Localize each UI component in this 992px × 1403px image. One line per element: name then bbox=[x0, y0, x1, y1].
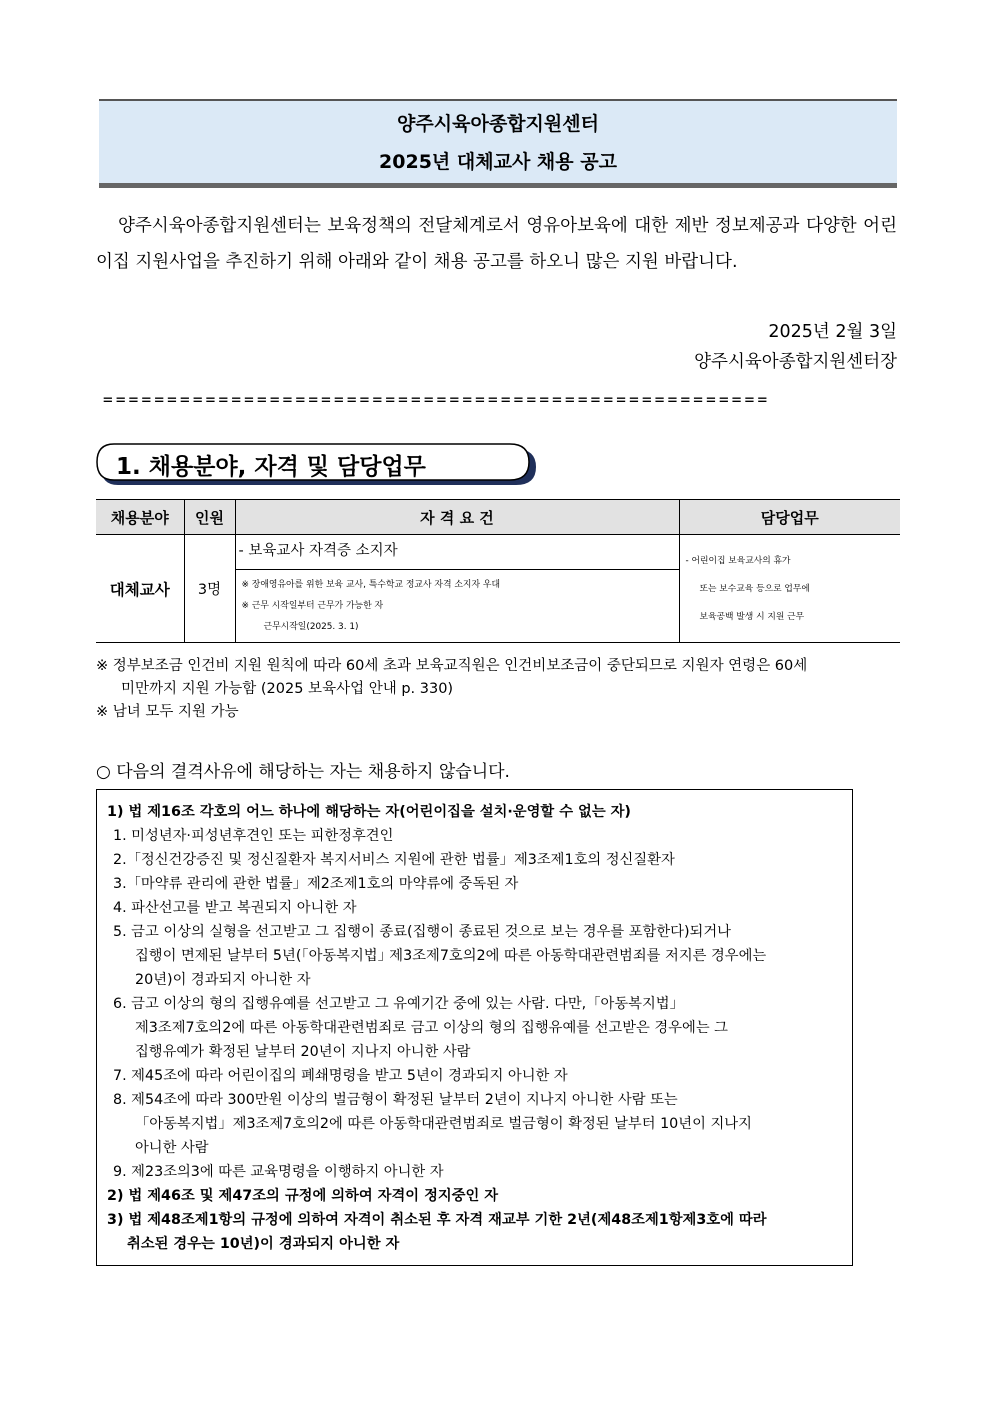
qualification-pref-line: 근무시작일(2025. 3. 1) bbox=[263, 621, 359, 632]
table-header-count: 인원 bbox=[184, 500, 235, 535]
cell-qualification-preferred bbox=[235, 570, 679, 643]
disqualification-line: 「아동복지법」제3조제7호의2에 따른 아동학대관련범죄로 벌금형이 확정된 날부터 10년이 지나지 bbox=[135, 1116, 752, 1132]
table-header-row bbox=[96, 500, 900, 535]
note-age-limit-continued: 미만까지 지원 가능함 (2025 보육사업 안내 p. 330) bbox=[121, 681, 454, 697]
recruitment-table bbox=[96, 499, 900, 643]
disqualification-line: 9. 제23조의3에 따른 교육명령을 이행하지 아니한 자 bbox=[113, 1164, 444, 1180]
title-center-name: 양주시육아종합지원센터 bbox=[397, 113, 599, 135]
section1-heading bbox=[96, 443, 532, 481]
qualification-pref-line: ※ 장애영유아를 위한 보육 교사, 특수학교 정교사 자격 소지자 우대 bbox=[241, 579, 501, 590]
disqualification-line: 2.「정신건강증진 및 정신질환자 복지서비스 지원에 관한 법률」제3조제1호의 정신질환자 bbox=[113, 852, 675, 868]
disqualification-line: 8. 제54조에 따라 300만원 이상의 벌금형이 확정된 날부터 2년이 지나지 아니한 사람 또는 bbox=[113, 1092, 678, 1108]
table-header-qualification: 자 격 요 건 bbox=[235, 500, 679, 535]
disqualification-line: 제3조제7호의2에 따른 아동학대관련범죄로 금고 이상의 형의 집행유예를 선고받은 경우에는 그 bbox=[135, 1020, 728, 1036]
title-announcement: 2025년 대체교사 채용 공고 bbox=[379, 151, 617, 173]
cell-field: 대체교사 bbox=[96, 535, 184, 643]
disqualification-line: 아니한 사람 bbox=[135, 1140, 209, 1156]
qualification-pref-line: ※ 근무 시작일부터 근무가 가능한 자 bbox=[241, 600, 384, 611]
table-header-duty: 담당업무 bbox=[679, 500, 900, 535]
section1-heading-text: 1. 채용분야, 자격 및 담당업무 bbox=[116, 454, 426, 480]
disqualification-line: 3) 법 제48조제1항의 규정에 의하여 자격이 취소된 후 자격 재교부 기한 2년(제48조제1항제3호에 따라 bbox=[107, 1212, 767, 1228]
table-row bbox=[96, 535, 900, 570]
duty-line: 보육공백 발생 시 지원 근무 bbox=[699, 611, 805, 622]
disqualification-notice: ○ 다음의 결격사유에 해당하는 자는 채용하지 않습니다. bbox=[96, 762, 510, 782]
disqualification-line: 20년)이 경과되지 아니한 자 bbox=[135, 972, 311, 988]
disqualification-line: 집행이 면제된 날부터 5년(｢아동복지법｣ 제3조제7호의2에 따른 아동학대관련범죄를 저지른 경우에는 bbox=[135, 948, 767, 964]
disqualification-line: 4. 파산선고를 받고 복권되지 아니한 자 bbox=[113, 900, 357, 916]
disqualification-line: 7. 제45조에 따라 어린이집의 폐쇄명령을 받고 5년이 경과되지 아니한 자 bbox=[113, 1068, 568, 1084]
title-bottom-bar bbox=[99, 183, 897, 188]
separator-line: ==================================================== bbox=[103, 390, 771, 409]
cell-duty bbox=[679, 535, 900, 643]
note-gender: ※ 남녀 모두 지원 가능 bbox=[96, 704, 239, 720]
announcement-signature: 양주시육아종합지원센터장 bbox=[694, 352, 897, 372]
intro-text: 양주시육아종합지원센터는 보육정책의 전달체계로서 영유아보육에 대한 제반 정보제공과 다양한 어린이집 지원사업을 추진하기 위해 아래와 같이 채용 공고를 하오니 많은 지원 바랍니다. bbox=[96, 216, 897, 272]
table-header-field: 채용분야 bbox=[96, 500, 184, 535]
disqualification-line: 3.「마약류 관리에 관한 법률」제2조제1호의 마약류에 중독된 자 bbox=[113, 876, 519, 892]
intro-paragraph bbox=[96, 208, 897, 280]
cell-qualification-main: - 보육교사 자격증 소지자 bbox=[235, 535, 679, 570]
disqualification-line: 취소된 경우는 10년)이 경과되지 아니한 자 bbox=[127, 1236, 400, 1252]
announcement-date: 2025년 2월 3일 bbox=[768, 322, 897, 342]
note-age-limit: ※ 정부보조금 인건비 지원 원칙에 따라 60세 초과 보육교직원은 인건비보조금이 중단되므로 지원자 연령은 60세 bbox=[96, 658, 808, 674]
cell-count: 3명 bbox=[184, 535, 235, 643]
duty-line: - 어린이집 보육교사의 휴가 bbox=[685, 555, 791, 566]
disqualification-line: 1) 법 제16조 각호의 어느 하나에 해당하는 자(어린이집을 설치·운영할 수 없는 자) bbox=[107, 804, 631, 820]
disqualification-line: 6. 금고 이상의 형의 집행유예를 선고받고 그 유예기간 중에 있는 사람. 다만,「아동복지법」 bbox=[113, 996, 684, 1012]
duty-line: 또는 보수교육 등으로 업무에 bbox=[699, 583, 810, 594]
disqualification-line: 집행유예가 확정된 날부터 20년이 지나지 아니한 사람 bbox=[135, 1044, 471, 1060]
disqualification-line: 5. 금고 이상의 실형을 선고받고 그 집행이 종료(집행이 종료된 것으로 보는 경우를 포함한다)되거나 bbox=[113, 924, 731, 940]
disqualification-line: 2) 법 제46조 및 제47조의 규정에 의하여 자격이 정지중인 자 bbox=[107, 1188, 499, 1204]
disqualification-box bbox=[96, 789, 853, 1266]
disqualification-line: 1. 미성년자·피성년후견인 또는 피한정후견인 bbox=[113, 828, 394, 844]
title-box bbox=[99, 99, 897, 183]
